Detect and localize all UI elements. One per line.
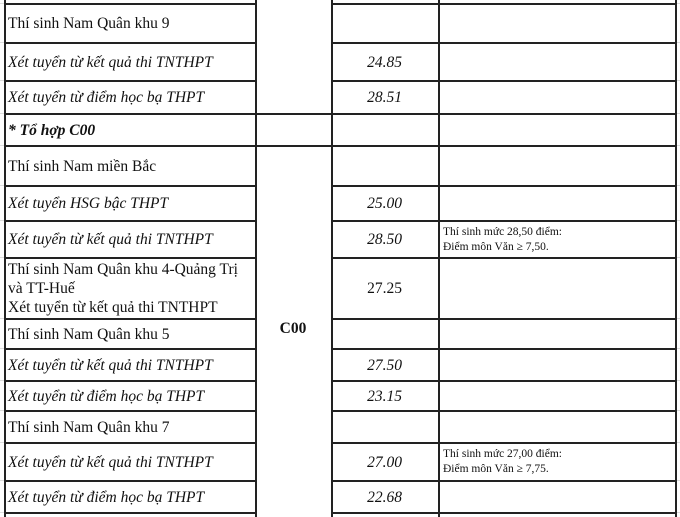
gridline xyxy=(676,42,680,43)
score-cell xyxy=(331,146,438,186)
gridline xyxy=(676,442,680,443)
gridline xyxy=(676,480,680,481)
combo-code-cell: C00 xyxy=(279,319,307,337)
row-label: Xét tuyển từ kết quả thi TNTHPT xyxy=(8,453,213,471)
row-label: Xét tuyển HSG bậc THPT xyxy=(8,195,169,212)
gridline xyxy=(676,113,680,114)
gridline xyxy=(676,257,680,258)
note-line: Điểm môn Văn ≥ 7,50. xyxy=(443,240,549,253)
note-cell xyxy=(443,186,675,221)
note-cell xyxy=(443,4,675,43)
note-cell xyxy=(443,114,675,146)
note-cell xyxy=(443,443,675,481)
note-cell xyxy=(443,319,675,349)
score-cell xyxy=(331,411,438,443)
score-cell: 24.85 xyxy=(367,53,402,71)
note-cell xyxy=(443,411,675,443)
column-border xyxy=(4,0,6,517)
row-label: Thí sinh Nam miền Bắc xyxy=(8,157,157,175)
gridline xyxy=(676,380,680,381)
note-cell xyxy=(443,221,675,258)
score-cell xyxy=(331,319,438,349)
row-label: Thí sinh Nam Quân khu 7 xyxy=(8,418,170,436)
note-cell xyxy=(443,258,675,319)
row-label: Thí sinh Nam Quân khu 5 xyxy=(8,325,170,343)
note-cell xyxy=(443,146,675,186)
note-cell xyxy=(443,43,675,81)
score-cell xyxy=(331,4,438,43)
note-cell xyxy=(443,481,675,513)
row-label: Thí sinh Nam Quân khu 9 xyxy=(8,15,170,32)
score-cell: 25.00 xyxy=(367,195,402,212)
row-label: Xét tuyển từ điểm học bạ THPT xyxy=(8,89,205,106)
column-border xyxy=(438,0,440,517)
note-line: Thí sinh mức 28,50 điểm: xyxy=(443,225,562,238)
row-label: Thí sinh Nam Quân khu 4-Quảng Trị và TT-Huế Xét tuyển từ kết quả thi TNTHPT xyxy=(8,261,238,316)
score-cell: 28.50 xyxy=(367,231,402,248)
gridline xyxy=(676,512,680,513)
note-cell xyxy=(443,349,675,381)
gridline xyxy=(676,3,680,4)
note-cell xyxy=(443,381,675,411)
gridline xyxy=(676,348,680,349)
column-border xyxy=(675,0,677,517)
score-cell: 27.50 xyxy=(367,356,402,374)
gridline xyxy=(676,318,680,319)
score-cell: 22.68 xyxy=(367,488,402,506)
gridline xyxy=(676,80,680,81)
score-cell: 28.51 xyxy=(367,89,402,106)
gridline xyxy=(676,220,680,221)
row-label: Xét tuyển từ kết quả thi TNTHPT xyxy=(8,53,213,71)
row-label: Xét tuyển từ điểm học bạ THPT xyxy=(8,488,205,506)
gridline xyxy=(676,145,680,146)
note-cell xyxy=(443,81,675,114)
row-label: * Tổ hợp C00 xyxy=(8,121,96,139)
row-label: Xét tuyển từ điểm học bạ THPT xyxy=(8,387,205,405)
note-line: Điểm môn Văn ≥ 7,75. xyxy=(443,463,549,475)
score-cell: 27.25 xyxy=(367,280,402,297)
score-cell: 27.00 xyxy=(367,453,402,471)
row-label: Xét tuyển từ kết quả thi TNTHPT xyxy=(8,231,213,248)
gridline xyxy=(676,410,680,411)
score-cell: 23.15 xyxy=(367,387,402,405)
note-line: Thí sinh mức 27,00 điểm: xyxy=(443,448,562,460)
row-label: Xét tuyển từ kết quả thi TNTHPT xyxy=(8,356,213,374)
score-cell xyxy=(331,114,438,146)
gridline xyxy=(676,185,680,186)
